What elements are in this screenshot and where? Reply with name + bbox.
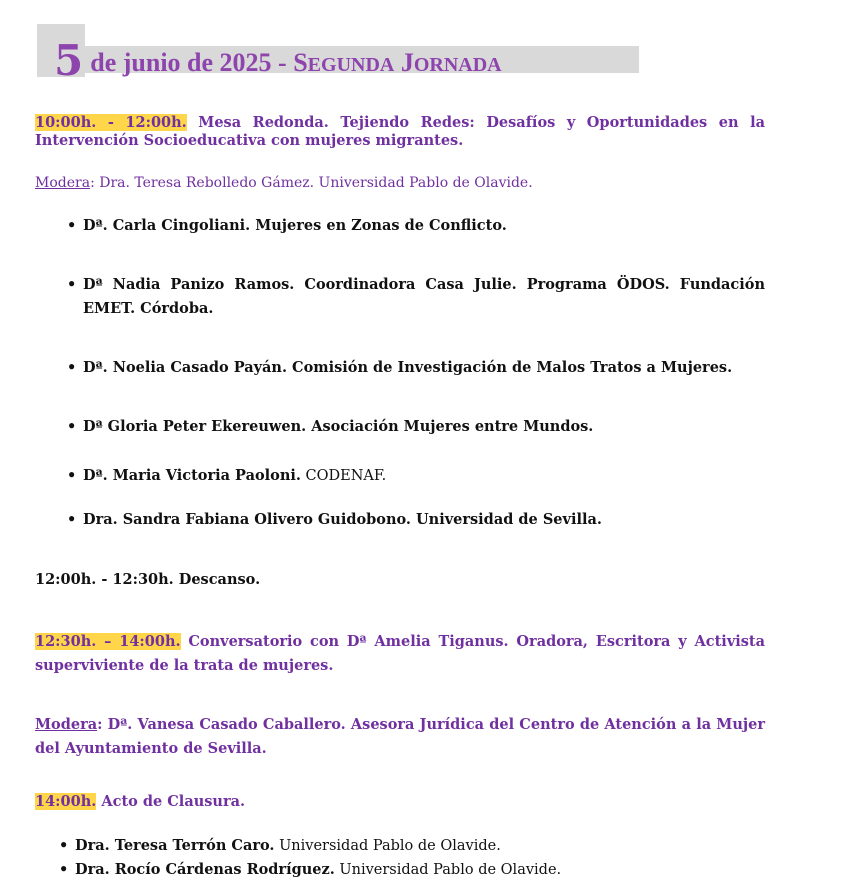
list-item [67,214,765,238]
speaker-affiliation: CODENAF. [300,468,387,484]
day-number: 5 [54,36,84,85]
bullet: • [67,467,77,484]
speaker-name: Dª. Maria Victoria Paoloni. [83,467,301,484]
title-segunda-initial: S [293,48,308,77]
bullet: • [67,359,77,376]
title-date: de junio de 2025 - [90,48,287,77]
session3-heading [35,793,765,811]
speaker-name: Dª Nadia Panizo Ramos. Coordinadora Casa Julie. Programa ÖDOS. Fundación EMET. Córdoba. [83,276,765,317]
session1-moderator-text: : Dra. Teresa Rebolledo Gámez. Universidad Pablo de Olavide. [90,175,533,191]
speaker-affiliation: Universidad Pablo de Olavide. [274,838,501,854]
bullet: • [59,837,69,854]
session1-time: 10:00h. - 12:00h. [35,114,187,131]
speaker-name: Dra. Rocío Cárdenas Rodríguez. [75,861,335,878]
bullet: • [67,217,77,234]
session2-time: 12:30h. – 14:00h. [35,633,181,650]
speaker-name: Dª. Noelia Casado Payán. Comisión de Investigación de Malos Tratos a Mujeres. [83,359,733,376]
list-item [67,508,765,532]
session3-time: 14:00h. [35,793,97,810]
title-jornada-initial: J [400,48,414,77]
page-title [37,22,502,85]
title-text [90,50,501,82]
speaker-name: Dra. Teresa Terrón Caro. [75,837,275,854]
session2-heading [35,630,765,678]
session2-text: Conversatorio con Dª Amelia Tiganus. Oradora, Escritora y Activista superviviente de la trata de mujeres. [35,633,766,674]
speaker-name: Dra. Sandra Fabiana Olivero Guidobono. Universidad de Sevilla. [83,511,602,528]
speaker-name: Dª. Carla Cingoliani. Mujeres en Zonas de Conflicto. [83,217,507,234]
break-line: 12:00h. - 12:30h. Descanso. [35,571,261,588]
list-item [67,356,765,380]
session2-moderator-label: Modera [35,716,98,733]
speaker-name: Dª Gloria Peter Ekereuwen. Asociación Mujeres entre Mundos. [83,418,594,435]
session1-moderator [35,174,765,192]
list-item [67,273,765,321]
title-segunda-rest: EGUNDA [307,54,395,76]
session1-moderator-label: Modera [35,175,91,191]
bullet: • [67,276,77,293]
list-item [67,415,765,439]
list-item [59,858,765,882]
speaker-affiliation: Universidad Pablo de Olavide. [334,862,562,878]
list-item [67,464,765,488]
title-jornada-rest: ORNADA [413,54,502,76]
bullet: • [67,511,77,528]
session2-moderator [35,713,765,761]
bullet: • [59,861,69,878]
session1-text: Mesa Redonda. Tejiendo Redes: Desafíos y Oportunidades en la Intervención Socioeducativa con mujeres migrantes. [35,114,765,149]
list-item [59,834,765,858]
session2-moderator-text: : Dª. Vanesa Casado Caballero. Asesora Jurídica del Centro de Atención a la Mujer del Ayuntamiento de Sevilla. [35,716,765,757]
bullet: • [67,418,77,435]
session1-heading [35,114,765,150]
session3-text: Acto de Clausura. [96,793,246,810]
